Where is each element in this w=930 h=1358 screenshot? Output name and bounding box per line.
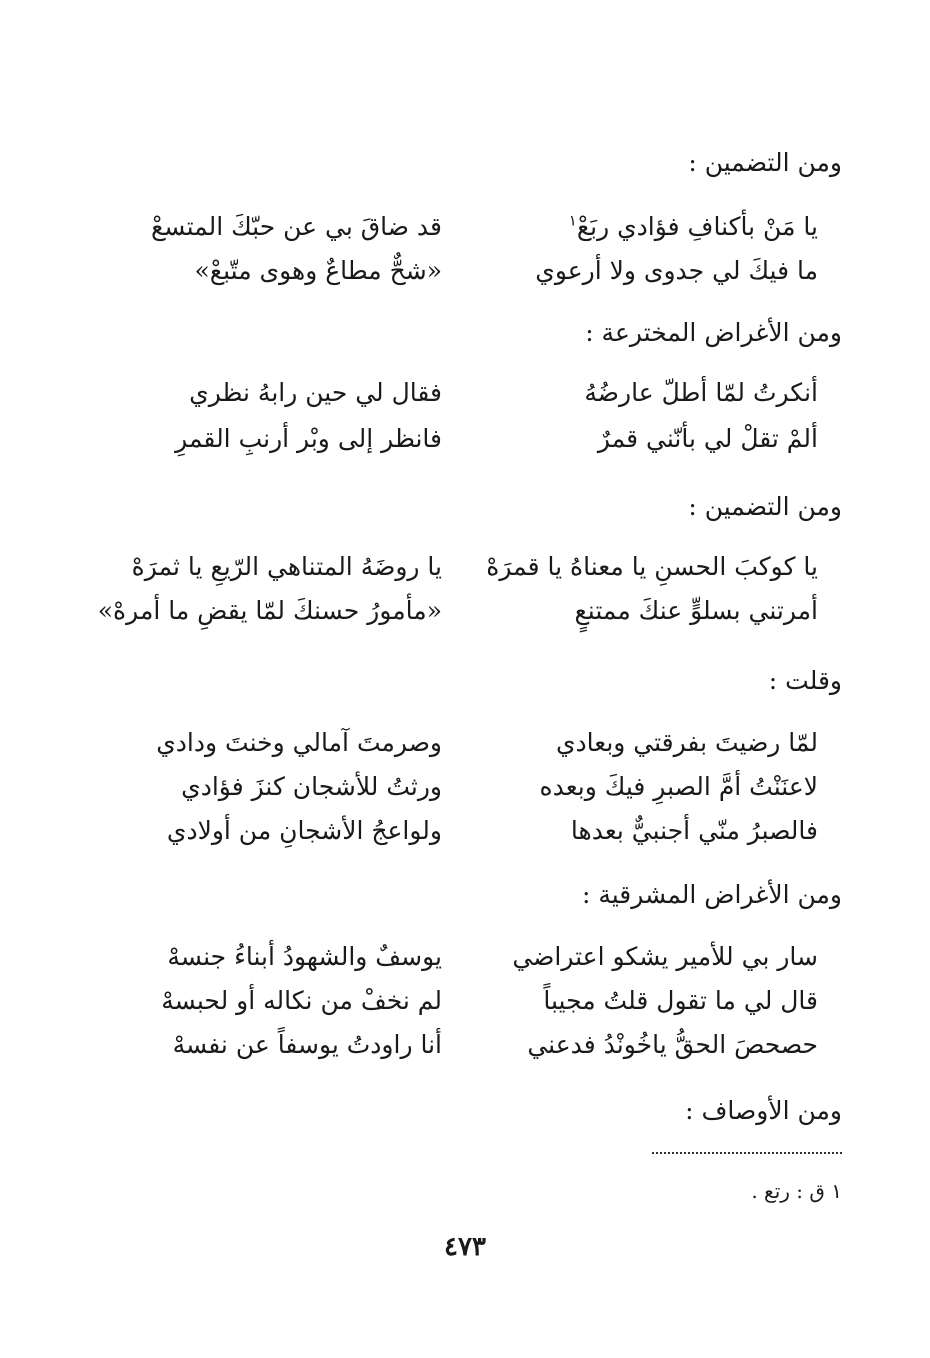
verse-first-hemistich: لمّا رضيتَ بفرقتي وبعادي — [555, 728, 818, 757]
verse-second-hemistich: لم نخفْ من نكاله أو لحبسهْ — [161, 986, 442, 1015]
footnote: ١ ق : رتع . — [751, 1179, 842, 1203]
verse-first-hemistich: فالصبرُ منّي أجنبيٌّ بعدها — [570, 816, 818, 845]
verse-text: يا مَنْ بأكنافِ فؤادي ربَعْ — [576, 212, 818, 241]
verse-second-hemistich: يا روضَهُ المتناهي الرّيعِ يا ثمرَهْ — [131, 552, 442, 581]
verse-first-hemistich: ما فيكَ لي جدوى ولا أرعوي — [535, 256, 818, 285]
verse-second-hemistich: «مأمورُ حسنكَ لمّا يقضِ ما أمرهْ» — [97, 596, 442, 625]
verse-second-hemistich: فقال لي حين رابهُ نظري — [189, 378, 442, 407]
verse-first-hemistich: حصحصَ الحقُّ ياخُونْدُ فدعني — [527, 1030, 818, 1059]
footnote-marker: ١ — [568, 211, 577, 230]
verse-second-hemistich: فانظر إلى وبْر أرنبِ القمرِ — [175, 424, 442, 453]
verse-second-hemistich: ورثتُ للأشجان كنزَ فؤادي — [181, 772, 442, 801]
section-heading: ومن الأوصاف : — [685, 1096, 842, 1125]
section-heading: ومن الأغراض المخترعة : — [585, 318, 842, 347]
verse-first-hemistich: قال لي ما تقول قلتُ مجيباً — [543, 986, 818, 1015]
verse-first-hemistich: سار بي للأمير يشكو اعتراضي — [512, 942, 818, 971]
section-heading: ومن التضمين : — [688, 492, 842, 521]
section-heading: وقلت : — [768, 666, 842, 695]
verse-first-hemistich: أنكرتُ لمّا أطلّ عارضُهُ — [584, 378, 818, 407]
verse-second-hemistich: ولواعجُ الأشجانِ من أولادي — [166, 816, 442, 845]
section-heading: ومن التضمين : — [688, 148, 842, 177]
verse-second-hemistich: أنا راودتُ يوسفاً عن نفسهْ — [172, 1030, 442, 1059]
verse-second-hemistich: وصرمتَ آمالي وخنتَ ودادي — [156, 728, 442, 757]
verse-second-hemistich: يوسفٌ والشهودُ أبناءُ جنسهْ — [167, 942, 442, 971]
verse-second-hemistich: «شحٌّ مطاعٌ وهوى متّبعْ» — [194, 256, 442, 285]
verse-first-hemistich: يا كوكبَ الحسنِ يا معناهُ يا قمرَهْ — [486, 552, 818, 581]
footnote-separator — [652, 1152, 842, 1154]
verse-first-hemistich: ألمْ تقلْ لي بأنّني قمرٌ — [597, 424, 818, 453]
verse-first-hemistich: لاعنَنْتُ أمَّ الصبرِ فيكَ وبعده — [539, 772, 818, 801]
verse-first-hemistich — [488, 210, 818, 244]
verse-first-hemistich: أمرتني بسلوٍّ عنكَ ممتنعٍ — [574, 596, 818, 625]
verse-second-hemistich: قد ضاقَ بي عن حبّكَ المتسعْ — [150, 212, 442, 241]
section-heading: ومن الأغراض المشرقية : — [581, 880, 842, 909]
page-number: ٤٧٣ — [444, 1232, 486, 1262]
